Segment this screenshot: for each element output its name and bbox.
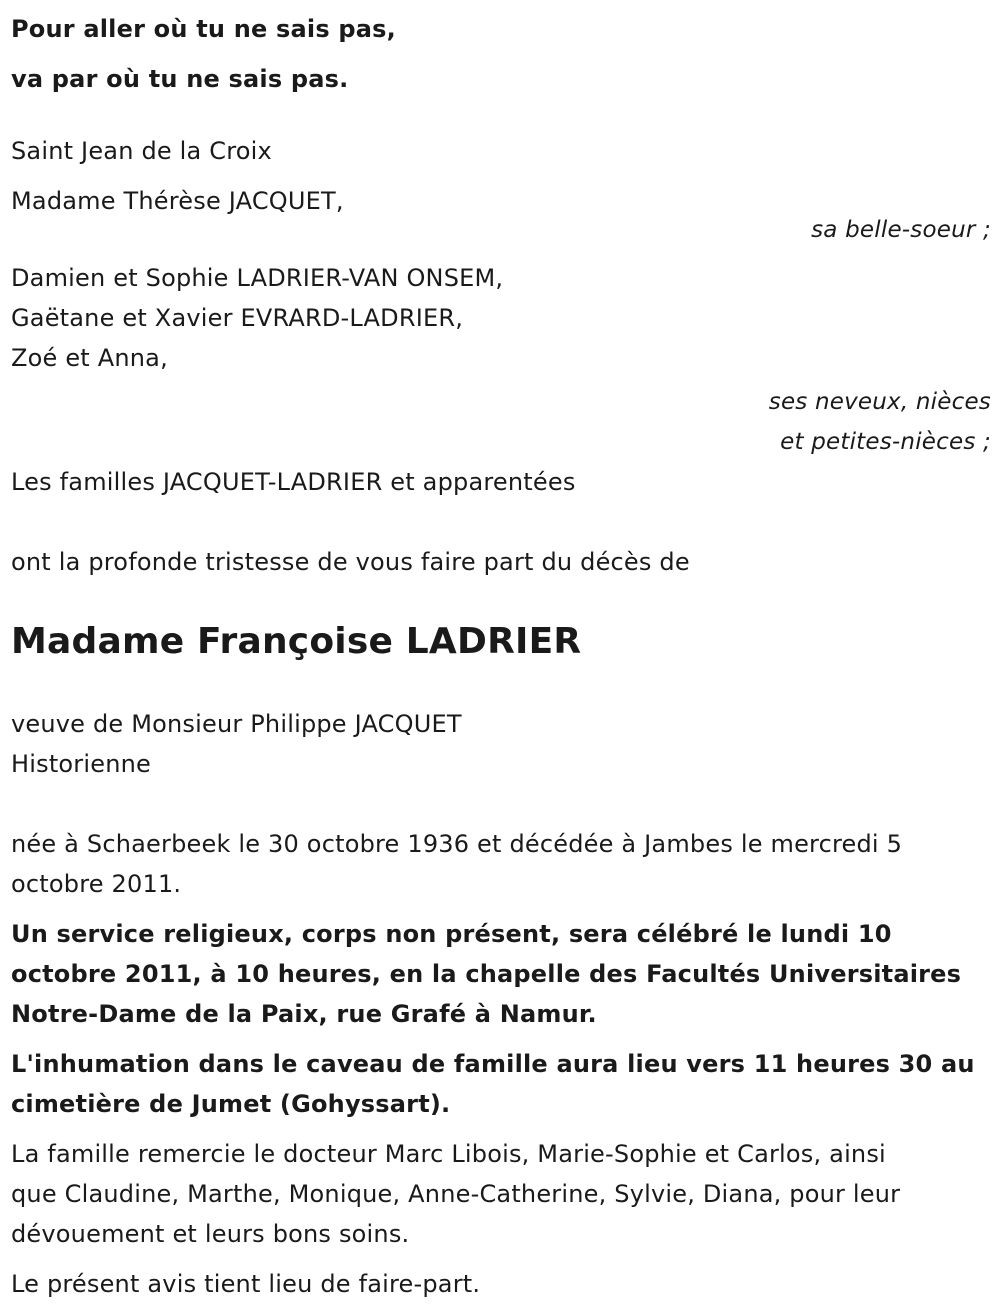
burial-line-1: L'inhumation dans le caveau de famille aura lieu vers 11 heures 30 au	[11, 1050, 975, 1078]
thanks-line-1: La famille remercie le docteur Marc Libois, Marie-Sophie et Carlos, ainsi	[11, 1140, 886, 1168]
extended-families: Les familles JACQUET-LADRIER et apparentées	[11, 468, 576, 496]
nephews-role-line-2: et petites-nièces ;	[780, 429, 991, 455]
obituary-notice	[11, 8, 991, 1304]
profession: Historienne	[11, 750, 152, 778]
service-line-2: octobre 2011, à 10 heures, en la chapelle des Facultés Universitaires	[11, 960, 962, 988]
nephews-role-line-1: ses neveux, nièces	[768, 389, 991, 415]
nephew-line-1: Damien et Sophie LADRIER-VAN ONSEM,	[11, 264, 504, 292]
epigraph-line-2: va par où tu ne sais pas.	[11, 65, 349, 93]
dates-line-1: née à Schaerbeek le 30 octobre 1936 et décédée à Jambes le mercredi 5	[11, 830, 903, 858]
burial-line-2: cimetière de Jumet (Gohyssart).	[11, 1090, 451, 1118]
epigraph-line-1: Pour aller où tu ne sais pas,	[11, 15, 396, 43]
nephew-line-2: Gaëtane et Xavier EVRARD-LADRIER,	[11, 304, 464, 332]
thanks-line-2: que Claudine, Marthe, Monique, Anne-Catherine, Sylvie, Diana, pour leur	[11, 1180, 901, 1208]
service-line-3: Notre-Dame de la Paix, rue Grafé à Namur.	[11, 1000, 597, 1028]
widow-of: veuve de Monsieur Philippe JACQUET	[11, 710, 462, 738]
sister-in-law-role: sa belle-soeur ;	[811, 217, 991, 243]
dates-line-2: octobre 2011.	[11, 870, 182, 898]
deceased-name: Madame Françoise LADRIER	[11, 621, 582, 662]
nephew-line-3: Zoé et Anna,	[11, 344, 168, 372]
announcement: ont la profonde tristesse de vous faire part du décès de	[11, 548, 690, 576]
epigraph-author: Saint Jean de la Croix	[11, 137, 272, 165]
thanks-line-3: dévouement et leurs bons soins.	[11, 1220, 410, 1248]
closing-note: Le présent avis tient lieu de faire-part.	[11, 1270, 481, 1298]
sister-in-law-name: Madame Thérèse JACQUET,	[11, 187, 344, 215]
service-line-1: Un service religieux, corps non présent, sera célébré le lundi 10	[11, 920, 892, 948]
